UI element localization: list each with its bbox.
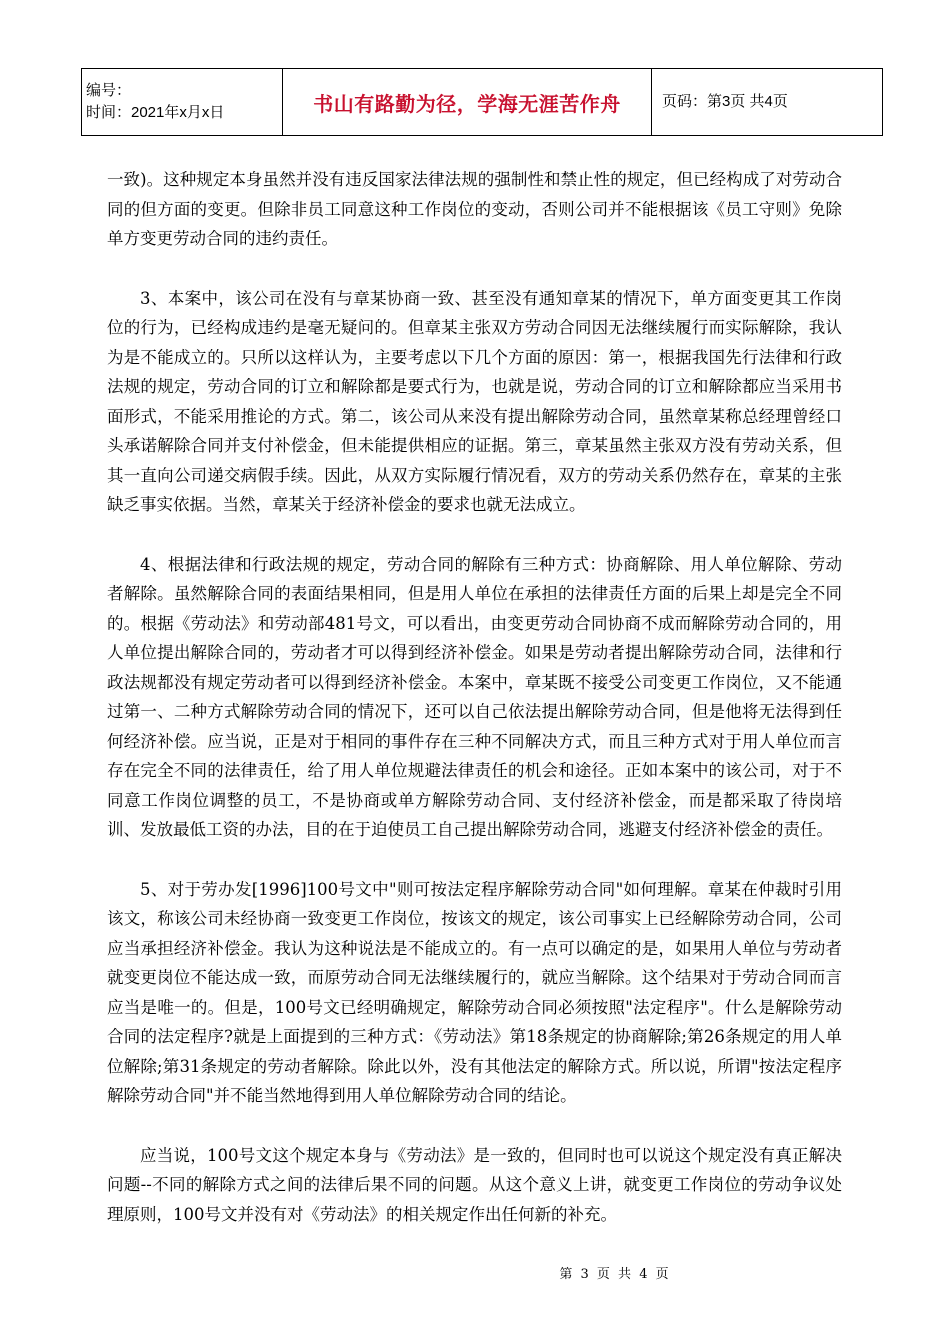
- document-number-label: 编号：: [86, 82, 132, 99]
- header-motto: 书山有路勤为径，学海无涯苦作舟: [313, 91, 621, 116]
- header-meta-cell: [82, 69, 283, 136]
- header-page-cell: [652, 69, 883, 136]
- header-table: [81, 68, 883, 136]
- paragraph-5: 应当说，100号文这个规定本身与《劳动法》是一致的，但同时也可以说这个规定没有真正解决问题--不同的解除方式之间的法律后果不同的问题。从这个意义上讲，就变更工作岗位的劳动争议处理原则，100号文并没有对《劳动法》的相关规定作出任何新的补充。: [107, 1145, 842, 1224]
- document-date: 时间：2021年x月x日: [86, 104, 225, 121]
- header-motto-cell: [283, 69, 652, 136]
- document-body: [107, 165, 842, 1259]
- paragraph-4: 5、对于劳办发[1996]100号文中"则可按法定程序解除劳动合同"如何理解。章某在仲裁时引用该文，称该公司未经协商一致变更工作岗位，按该文的规定，该公司事实上已经解除劳动合同，公司应当承担经济补偿金。我认为这种说法是不能成立的。有一点可以确定的是，如果用人单位与劳动者就变更岗位不能达成一致，而原劳动合同无法继续履行的，就应当解除。这个结果对于劳动合同而言应当是唯一的。但是，100号文已经明确规定，解除劳动合同必须按照"法定程序"。什么是解除劳动合同的法定程序?就是上面提到的三种方式：《劳动法》第18条规定的协商解除;第26条规定的用人单位解除;第31条规定的劳动者解除。除此以外，没有其他法定的解除方式。所以说，所谓"按法定程序解除劳动合同"并不能当然地得到用人单位解除劳动合同的结论。: [107, 879, 842, 1105]
- page-footer: 第 3 页 共 4 页: [559, 1267, 671, 1282]
- paragraph-1: 一致)。这种规定本身虽然并没有违反国家法律法规的强制性和禁止性的规定，但已经构成了对劳动合同的但方面的变更。但除非员工同意这种工作岗位的变动，否则公司并不能根据该《员工守则》免除单方变更劳动合同的违约责任。: [107, 170, 842, 248]
- paragraph-2: 3、本案中，该公司在没有与章某协商一致、甚至没有通知章某的情况下，单方面变更其工作岗位的行为，已经构成违约是毫无疑问的。但章某主张双方劳动合同因无法继续履行而实际解除，我认为是不能成立的。只所以这样认为，主要考虑以下几个方面的原因：第一，根据我国先行法律和行政法规的规定，劳动合同的订立和解除都是要式行为，也就是说，劳动合同的订立和解除都应当采用书面形式，不能采用推论的方式。第二，该公司从来没有提出解除劳动合同，虽然章某称总经理曾经口头承诺解除合同并支付补偿金，但未能提供相应的证据。第三，章某虽然主张双方没有劳动关系，但其一直向公司递交病假手续。因此，从双方实际履行情况看，双方的劳动关系仍然存在，章某的主张缺乏事实依据。当然，章某关于经济补偿金的要求也就无法成立。: [107, 288, 842, 514]
- header-page-info: 页码：第3页 共4页: [662, 93, 788, 110]
- paragraph-3: 4、根据法律和行政法规的规定，劳动合同的解除有三种方式：协商解除、用人单位解除、劳动者解除。虽然解除合同的表面结果相同，但是用人单位在承担的法律责任方面的后果上却是完全不同的。根据《劳动法》和劳动部481号文，可以看出，由变更劳动合同协商不成而解除劳动合同的，用人单位提出解除合同的，劳动者才可以得到经济补偿金。如果是劳动者提出解除劳动合同，法律和行政法规都没有规定劳动者可以得到经济补偿金。本案中，章某既不接受公司变更工作岗位，又不能通过第一、二种方式解除劳动合同的情况下，还可以自己依法提出解除劳动合同，但是他将无法得到任何经济补偿。应当说，正是对于相同的事件存在三种不同解决方式，而且三种方式对于用人单位而言存在完全不同的法律责任，给了用人单位规避法律责任的机会和途径。正如本案中的该公司，对于不同意工作岗位调整的员工，不是协商或单方解除劳动合同、支付经济补偿金，而是都采取了待岗培训、发放最低工资的办法，目的在于迫使员工自己提出解除劳动合同，逃避支付经济补偿金的责任。: [107, 554, 842, 839]
